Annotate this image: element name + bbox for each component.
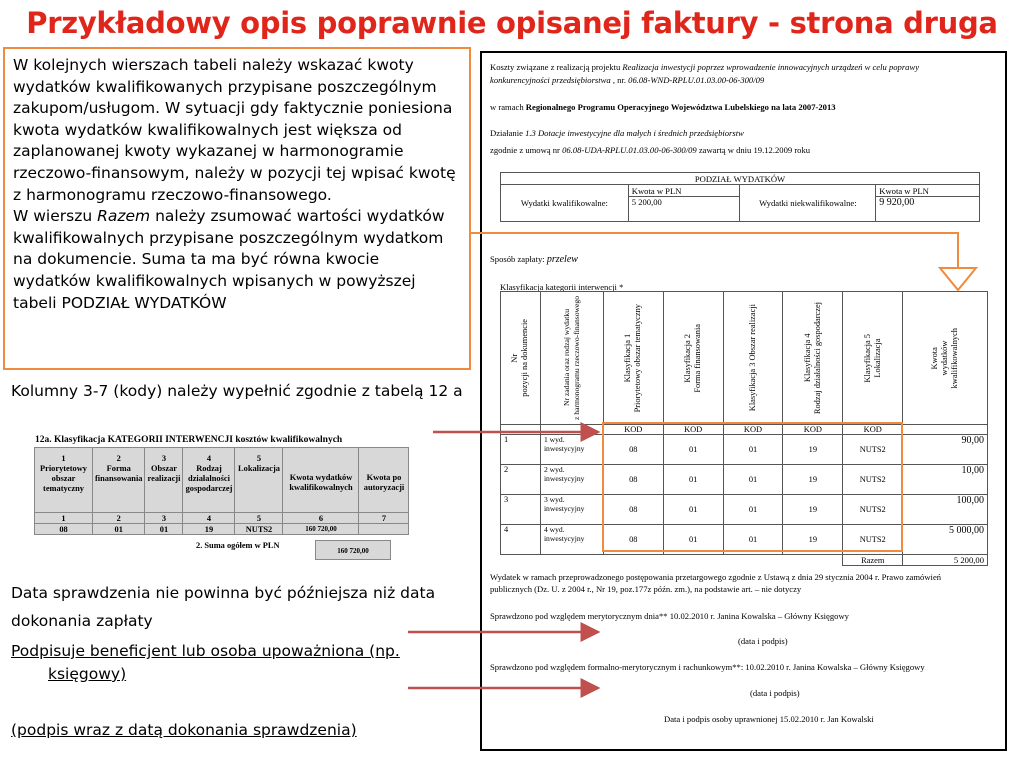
signature-note: (podpis wraz z datą dokonania sprawdzenia) — [11, 721, 357, 739]
doc-agreement-line: zgodnie z umową nr 06.08-UDA-RPLU.01.03.00-06-300/09 zawartą w dniu 19.12.2009 roku — [490, 145, 811, 155]
mini-cell: 08 — [35, 524, 93, 535]
doc-program-line: w ramach Regionalnego Programu Operacyjnego Województwa Lubelskiego na lata 2007-2013 — [490, 102, 836, 112]
amount-label: Kwota w PLN — [876, 185, 980, 197]
amount-label: Kwota w PLN — [628, 185, 740, 197]
signer-note-line2: księgowy) — [48, 665, 127, 683]
table-row: 2 2 wyd. inwestycyjny 08 01 01 19 NUTS2 10,00 — [501, 465, 988, 495]
klas-header: Nr zadania oraz rodzaj wydatku z harmonogramu rzeczowo-finansowego — [540, 292, 603, 425]
mini-cell: 19 — [183, 524, 235, 535]
mini-col-number: 6 — [283, 513, 359, 524]
kod-label: KOD — [783, 425, 843, 435]
mini-header: Kwota po autoryzacji — [359, 448, 409, 513]
merit-check-sub: (data i podpis) — [738, 636, 788, 646]
mini-cell: 01 — [145, 524, 183, 535]
total-value: 5 200,00 — [903, 555, 988, 566]
mini-cell — [359, 524, 409, 535]
authorized-signature-line: Data i podpis osoby uprawnionej 15.02.2010 r. Jan Kowalski — [664, 714, 874, 724]
eligible-value: 5 200,00 — [628, 197, 740, 222]
expense-split-header: PODZIAŁ WYDATKÓW — [501, 173, 980, 185]
mini-col-number: 1 — [35, 513, 93, 524]
merit-check-line: Sprawdzono pod względem merytorycznym dnia** 10.02.2010 r. Janina Kowalska – Główny Księgowy — [490, 611, 849, 621]
mini-col-number: 5 — [235, 513, 283, 524]
total-row — [501, 555, 988, 566]
mini-cell: 01 — [93, 524, 145, 535]
expense-split-table — [500, 172, 980, 222]
doc-action-line: Działanie 1.3 Dotacje inwestycyjne dla małych i średnich przedsiębiorstw — [490, 128, 744, 138]
eligible-label: Wydatki kwalifikowalne: — [501, 185, 629, 222]
payment-method: Sposób zapłaty: przelew — [490, 254, 578, 265]
mini-sum-label: 2. Suma ogółem w PLN — [196, 541, 280, 550]
klas-header: Klasyfikacja 2 Forma finansowania — [663, 292, 723, 425]
table-row: 4 4 wyd. inwestycyjny 08 01 01 19 NUTS2 5 000,00 — [501, 525, 988, 555]
mini-header: 3 Obszar realizacji — [145, 448, 183, 513]
date-note-line1: Data sprawdzenia nie powinna być późniejsza niż data — [11, 584, 436, 602]
kod-label: KOD — [843, 425, 903, 435]
klas-header: Klasyfikacja 4 Rodzaj działalności gospodarczej — [783, 292, 843, 425]
tender-line1: Wydatek w ramach przeprowadzonego postępowania przetargowego zgodnie z Ustawą z dnia 29 stycznia 2004 r. Prawo zamówień — [490, 572, 942, 582]
table-row: 3 3 wyd. inwestycyjny 08 01 01 19 NUTS2 100,00 — [501, 495, 988, 525]
doc-project-line: konkurencyjności przedsiębiorstwa , nr. 06.08-WND-RPLU.01.03.00-06-300/09 — [490, 75, 765, 85]
mini-header: 4 Rodzaj działalności gospodarczej — [183, 448, 235, 513]
slide-title: Przykładowy opis poprawnie opisanej faktury - strona druga — [26, 6, 998, 40]
mini-header: 1 Priorytetowy obszar tematyczny — [35, 448, 93, 513]
classification-table-12a — [34, 447, 409, 535]
mini-sum-value: 160 720,00 — [315, 540, 391, 560]
mini-table-title: 12a. Klasyfikacja KATEGORII INTERWENCJI kosztów kwalifikowalnych — [35, 435, 343, 445]
klas-header: Klasyfikacja 3 Obszar realizacji — [723, 292, 783, 425]
date-note-line2: dokonania zapłaty — [11, 612, 153, 630]
kod-label: KOD — [603, 425, 663, 435]
klas-header: Klasyfikacja 5 Lokalizacja — [843, 292, 903, 425]
klas-header: Kwota wydatków kwalifikowalnych — [903, 292, 988, 425]
mini-cell: NUTS2 — [235, 524, 283, 535]
tender-line2: publicznych (Dz. U. z 2004 r., Nr 19, poz.177z późn. zm.), na podstawie art. – nie dotyczy — [490, 584, 802, 594]
mini-cell: 160 720,00 — [283, 524, 359, 535]
mini-col-number: 2 — [93, 513, 145, 524]
mini-col-number: 3 — [145, 513, 183, 524]
invoice-page-scan — [480, 51, 1007, 751]
klas-header: Klasyfikacja 1 Priorytetowy obszar tematyczny — [603, 292, 663, 425]
table-row: 1 1 wyd. inwestycyjny 08 01 01 19 NUTS2 90,00 — [501, 435, 988, 465]
formal-check-sub: (data i podpis) — [750, 688, 800, 698]
codes-note: Kolumny 3-7 (kody) należy wypełnić zgodnie z tabelą 12 a — [11, 382, 463, 400]
klas-header: Nr pozycji na dokumencie — [501, 292, 541, 425]
kod-label: KOD — [663, 425, 723, 435]
mini-header: 5 Lokalizacja — [235, 448, 283, 513]
mini-header: Kwota wydatków kwalifikowalnych — [283, 448, 359, 513]
total-label: Razem — [843, 555, 903, 566]
classification-title: Klasyfikacja kategorii interwencji * — [500, 282, 624, 292]
kod-label: KOD — [723, 425, 783, 435]
mini-col-number: 7 — [359, 513, 409, 524]
explanation-box — [3, 47, 471, 370]
mini-header: 2 Forma finansowania — [93, 448, 145, 513]
explanation-paragraph-2: W wierszu Razem należy zsumować wartości wydatków kwalifikowalnych przypisane poszczególnym wydatkom na dokumencie. Suma ta ma być równa kwocie wydatków kwalifikowalnych wpisanych w powyższej tabeli PODZIAŁ WYDATKÓW — [13, 207, 445, 312]
signer-note-line1: Podpisuje beneficjent lub osoba upoważniona (np. — [11, 642, 400, 660]
explanation-paragraph-1: W kolejnych wierszach tabeli należy wskazać kwoty wydatków kwalifikowanych przypisane poszczególnym zakupom/usługom. W sytuacji gdy faktycznie poniesiona kwota wydatków kwalifikowalnych jest większa od zaplanowanej kwoty wykazanej w harmonogramie rzeczowo-finansowym, należy w pozycji tej wpisać kwotę z harmonogramu rzeczowo-finansowego. — [13, 56, 456, 204]
ineligible-value: 9 920,00 — [876, 197, 980, 222]
mini-col-number: 4 — [183, 513, 235, 524]
code-columns-highlight — [602, 422, 903, 552]
doc-costs-line: Koszty związane z realizacją projektu Realizacja inwestycji poprzez wprowadzenie innowacyjnych urządzeń w celu poprawy — [490, 62, 920, 72]
ineligible-label: Wydatki niekwalifikowalne: — [740, 185, 876, 222]
formal-check-line: Sprawdzono pod względem formalno-merytorycznym i rachunkowym**: 10.02.2010 r. Janina Kowalska – Główny Księgowy — [490, 662, 925, 672]
